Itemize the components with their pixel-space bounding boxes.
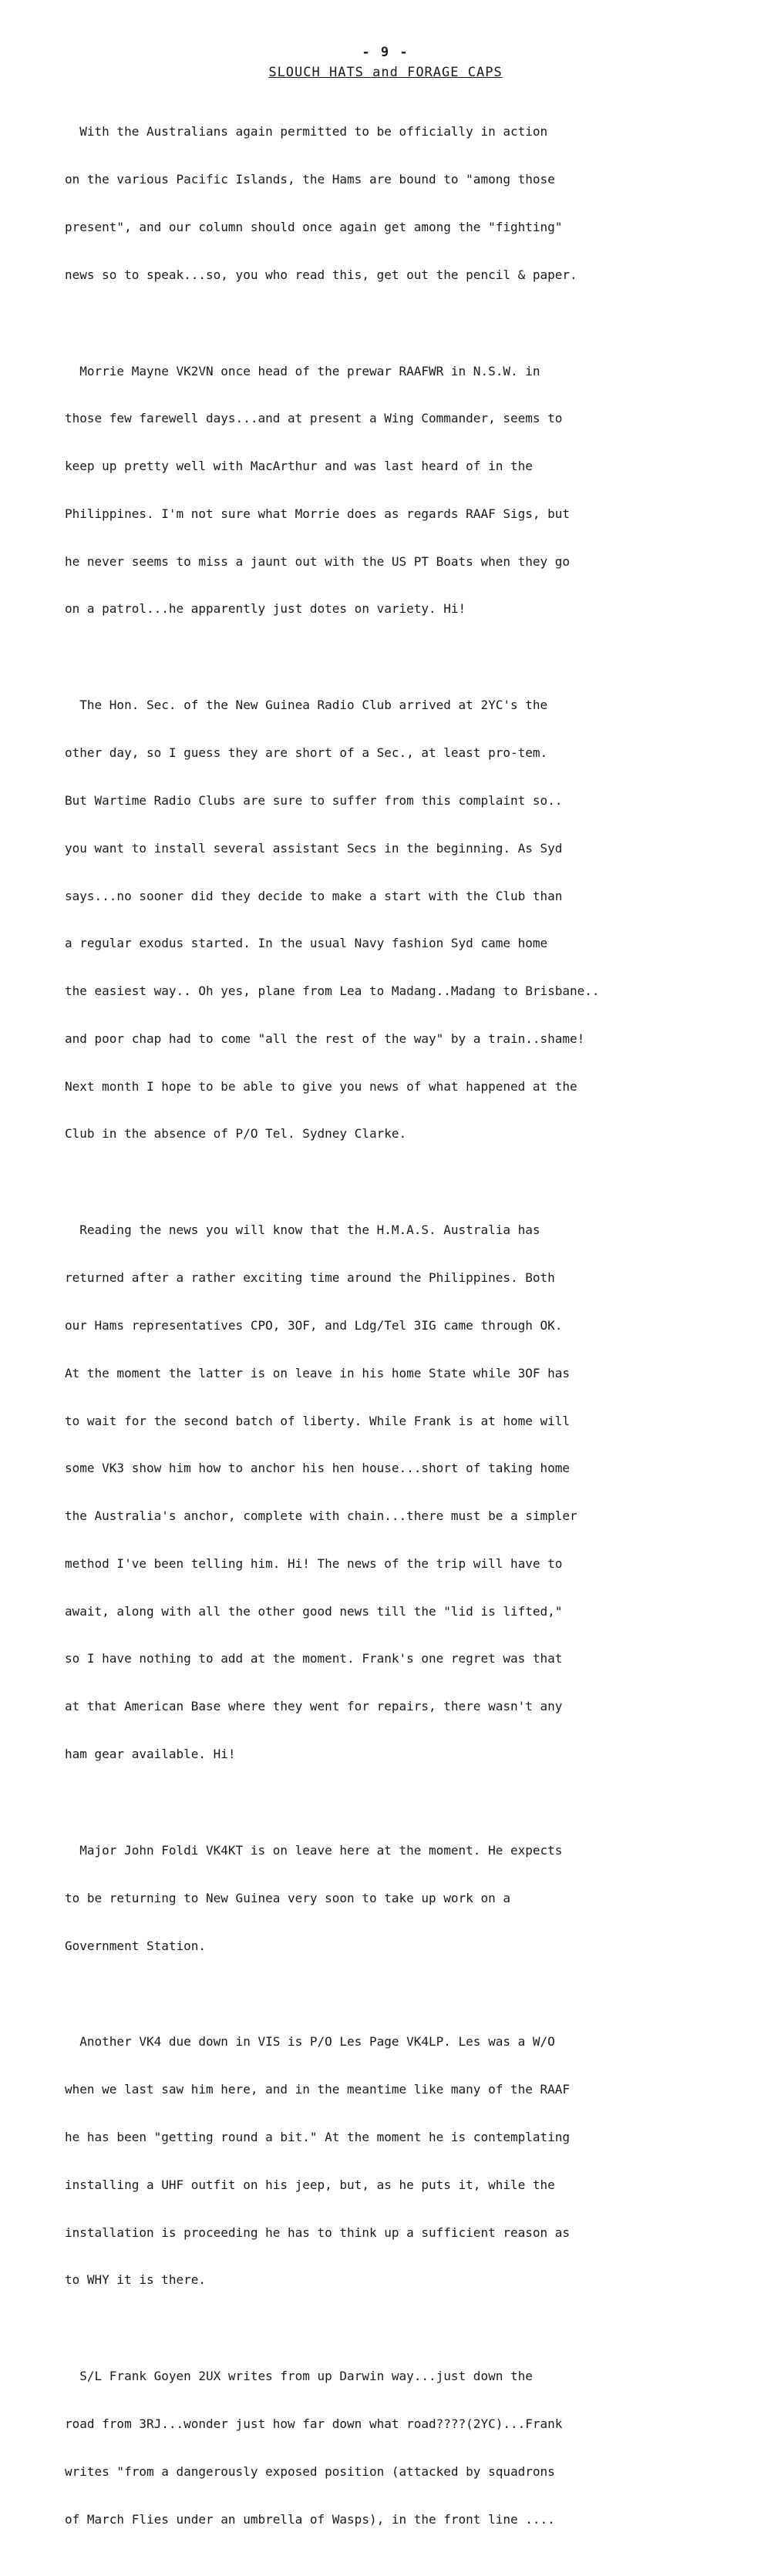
paragraph bbox=[65, 2003, 743, 2320]
text-line: installing a UHF outfit on his jeep, but, as he puts it, while the bbox=[65, 2177, 555, 2192]
text-line: road from 3RJ...wonder just how far down what road????(2YC)...Frank bbox=[65, 2416, 563, 2432]
text-line: of March Flies under an umbrella of Wasps), in the front line .... bbox=[65, 2511, 555, 2527]
text-line: S/L Frank Goyen 2UX writes from up Darwin way...just down the bbox=[65, 2369, 533, 2384]
text-line: so I have nothing to add at the moment. Frank's one regret was that bbox=[65, 1651, 563, 1666]
text-line: keep up pretty well with MacArthur and was last heard of in the bbox=[65, 459, 533, 474]
text-line: writes "from a dangerously exposed position (attacked by squadrons bbox=[65, 2463, 555, 2479]
text-line: returned after a rather exciting time around the Philippines. Both bbox=[65, 1270, 555, 1286]
text-line: await, along with all the other good news till the "lid is lifted," bbox=[65, 1603, 563, 1619]
text-line: Next month I hope to be able to give you news of what happened at the bbox=[65, 1078, 577, 1094]
text-line: on a patrol...he apparently just dotes on variety. Hi! bbox=[65, 601, 466, 617]
text-line: other day, so I guess they are short of a Sec., at least pro-tem. bbox=[65, 745, 548, 761]
paragraph bbox=[65, 666, 743, 1174]
text-line: and poor chap had to come "all the rest of the way" by a train..shame! bbox=[65, 1031, 585, 1046]
text-line: But Wartime Radio Clubs are sure to suffer from this complaint so.. bbox=[65, 792, 563, 808]
page-number: - 9 - bbox=[362, 45, 409, 60]
text-line: news so to speak...so, you who read this, get out the pencil & paper. bbox=[65, 267, 577, 282]
text-line: he has been "getting round a bit." At the moment he is contemplating bbox=[65, 2130, 571, 2145]
text-line: he never seems to miss a jaunt out with the US PT Boats when they go bbox=[65, 553, 571, 569]
text-line: to wait for the second batch of liberty. While Frank is at home will bbox=[65, 1413, 571, 1428]
text-line: installation is proceeding he has to think up a sufficient reason as bbox=[65, 2225, 571, 2240]
text-line: when we last saw him here, and in the meantime like many of the RAAF bbox=[65, 2082, 571, 2097]
text-line: method I've been telling him. Hi! The news of the trip will have to bbox=[65, 1555, 563, 1571]
text-line: you want to install several assistant Secs in the beginning. As Syd bbox=[65, 840, 563, 856]
text-line: the easiest way.. Oh yes, plane from Lea to Madang..Madang to Brisbane.. bbox=[65, 984, 600, 999]
text-line: on the various Pacific Islands, the Hams are bound to "among those bbox=[65, 171, 555, 187]
text-line: some VK3 show him how to anchor his hen house...short of taking home bbox=[65, 1461, 571, 1476]
text-line: At the moment the latter is on leave in his home State while 3OF has bbox=[65, 1365, 571, 1380]
text-line: The Hon. Sec. of the New Guinea Radio Club arrived at 2YC's the bbox=[65, 698, 548, 713]
text-line: those few farewell days...and at present a Wing Commander, seems to bbox=[65, 411, 563, 426]
text-line: at that American Base where they went for repairs, there wasn't any bbox=[65, 1699, 563, 1714]
text-line: With the Australians again permitted to be officially in action bbox=[65, 124, 548, 140]
text-line: present", and our column should once again get among the "fighting" bbox=[65, 219, 563, 234]
text-line: to WHY it is there. bbox=[65, 2272, 207, 2288]
text-line: Club in the absence of P/O Tel. Sydney Clarke. bbox=[65, 1126, 407, 1142]
text-line: our Hams representatives CPO, 3OF, and Ldg/Tel 3IG came through OK. bbox=[65, 1317, 563, 1333]
paragraph bbox=[65, 1811, 743, 1986]
page-title: SLOUCH HATS and FORAGE CAPS bbox=[268, 65, 503, 80]
text-line: Major John Foldi VK4KT is on leave here at the moment. He expects bbox=[65, 1842, 563, 1858]
paragraph bbox=[65, 2337, 743, 2559]
text-line: ham gear available. Hi! bbox=[65, 1746, 236, 1761]
text-line: says...no sooner did they decide to make a start with the Club than bbox=[65, 888, 563, 903]
text-line: to be returning to New Guinea very soon to take up work on a bbox=[65, 1890, 510, 1905]
paragraph bbox=[65, 92, 743, 314]
text-line: the Australia's anchor, complete with chain...there must be a simpler bbox=[65, 1508, 577, 1524]
paragraph bbox=[65, 1191, 743, 1794]
text-line: Morrie Mayne VK2VN once head of the prewar RAAFWR in N.S.W. in bbox=[65, 363, 540, 378]
text-line: a regular exodus started. In the usual Navy fashion Syd came home bbox=[65, 936, 548, 951]
article-body bbox=[65, 92, 743, 2576]
text-line: Reading the news you will know that the H.M.A.S. Australia has bbox=[65, 1222, 540, 1238]
paragraph bbox=[65, 331, 743, 649]
text-line: Another VK4 due down in VIS is P/O Les Page VK4LP. Les was a W/O bbox=[65, 2034, 555, 2050]
text-line: Government Station. bbox=[65, 1938, 207, 1953]
text-line: Philippines. I'm not sure what Morrie does as regards RAAF Sigs, but bbox=[65, 506, 571, 521]
